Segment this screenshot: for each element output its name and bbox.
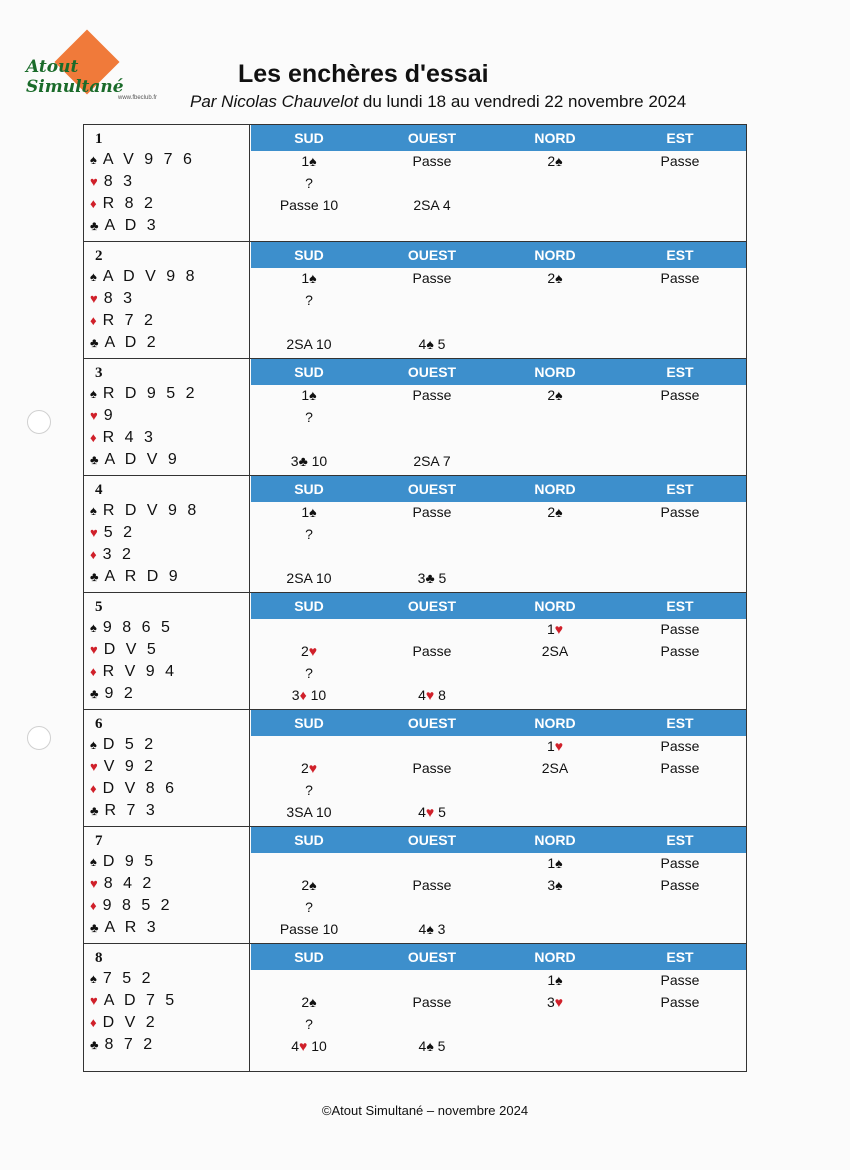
spade-icon: ♠ <box>426 1038 434 1054</box>
hand-suit-line <box>90 451 180 469</box>
bid-cell: 3♣ 5 <box>417 570 447 586</box>
binder-hole-top <box>27 410 51 434</box>
spade-icon: ♠ <box>555 153 563 169</box>
hand-cards: A V 9 7 6 <box>102 151 195 168</box>
bid-cell: Passe <box>412 387 452 403</box>
hand-cards: D V 5 <box>103 641 159 658</box>
hand-panel <box>84 359 250 475</box>
header-nord: NORD <box>534 598 576 614</box>
hand-panel <box>84 710 250 826</box>
hand-cards: 9 <box>103 407 116 424</box>
hand-cards: 9 8 5 2 <box>102 897 173 914</box>
club-icon: ♣ <box>90 218 99 233</box>
header-nord: NORD <box>534 832 576 848</box>
hand-suit-line <box>90 736 156 754</box>
heart-icon: ♥ <box>90 174 98 189</box>
bid-cell: Passe <box>660 738 700 754</box>
board-1 <box>84 125 746 242</box>
bid-cell: 1♠ <box>547 855 563 871</box>
header-est: EST <box>666 481 694 497</box>
spade-icon: ♠ <box>426 336 434 352</box>
bid-cell: 4♥ 5 <box>418 804 446 820</box>
bid-cell: Passe <box>412 153 452 169</box>
spade-icon: ♠ <box>309 504 317 520</box>
spade-icon: ♠ <box>555 387 563 403</box>
header-sud: SUD <box>294 832 324 848</box>
spade-icon: ♠ <box>90 737 97 752</box>
bid-cell: Passe <box>660 153 700 169</box>
bidding-header <box>251 125 746 151</box>
hand-cards: D V 8 6 <box>102 780 177 797</box>
hand-panel <box>84 242 250 358</box>
header-nord: NORD <box>534 481 576 497</box>
header-est: EST <box>666 832 694 848</box>
bid-cell: 2♥ <box>300 760 318 776</box>
bid-cell: Passe <box>412 504 452 520</box>
hand-panel <box>84 944 250 1071</box>
hand-panel <box>84 593 250 709</box>
logo-url: www.fbeclub.fr <box>118 95 158 101</box>
spade-icon: ♠ <box>90 386 97 401</box>
bid-cell: 1♥ <box>546 621 564 637</box>
bid-cell: 1♥ <box>546 738 564 754</box>
header-sud: SUD <box>294 364 324 380</box>
bid-cell: Passe <box>660 972 700 988</box>
diamond-icon: ♦ <box>90 898 97 913</box>
diamond-icon: ♦ <box>90 547 97 562</box>
club-icon: ♣ <box>425 570 435 586</box>
hand-suit-line <box>90 802 158 820</box>
hand-cards: A R 3 <box>104 919 159 936</box>
hand-suit-line <box>90 385 198 403</box>
spade-icon: ♠ <box>90 620 97 635</box>
header-sud: SUD <box>294 130 324 146</box>
header-ouest: OUEST <box>407 715 457 731</box>
club-icon: ♣ <box>90 452 99 467</box>
bid-cell: Passe 10 <box>279 197 339 213</box>
bid-cell: ? <box>305 782 313 798</box>
spade-icon: ♠ <box>555 270 563 286</box>
club-icon: ♣ <box>90 686 99 701</box>
bid-cell: 1♠ <box>301 387 317 403</box>
hand-suit-line <box>90 641 159 659</box>
diamond-icon: ♦ <box>90 664 97 679</box>
hand-suit-line <box>90 524 135 542</box>
hand-cards: R V 9 4 <box>102 663 177 680</box>
header-ouest: OUEST <box>407 364 457 380</box>
bid-cell: 2SA 7 <box>413 453 451 469</box>
bid-cell: ? <box>305 899 313 915</box>
hand-panel <box>84 125 250 241</box>
bid-cell: 3SA 10 <box>286 804 332 820</box>
hand-cards: A D 7 5 <box>103 992 178 1009</box>
spade-icon: ♠ <box>90 854 97 869</box>
hand-suit-line <box>90 312 156 330</box>
bid-cell: 3♦ 10 <box>291 687 327 703</box>
hand-suit-line <box>90 897 173 915</box>
heart-icon: ♥ <box>308 760 318 776</box>
hand-cards: 7 5 2 <box>102 970 154 987</box>
hand-suit-line <box>90 568 181 586</box>
bid-cell: 2♠ <box>547 153 563 169</box>
board-2 <box>84 242 746 359</box>
header-ouest: OUEST <box>407 598 457 614</box>
spade-icon: ♠ <box>309 270 317 286</box>
heart-icon: ♥ <box>90 759 98 774</box>
spade-icon: ♠ <box>555 855 563 871</box>
hand-suit-line <box>90 853 156 871</box>
bid-cell: 2SA <box>541 760 569 776</box>
club-icon: ♣ <box>90 920 99 935</box>
board-8 <box>84 944 746 1071</box>
bid-cell: Passe <box>412 994 452 1010</box>
bid-cell: 2SA 4 <box>413 197 451 213</box>
bidding-header <box>251 593 746 619</box>
subtitle-author: Par Nicolas Chauvelot <box>190 92 359 111</box>
atout-simultane-logo <box>20 35 170 110</box>
hand-cards: R 8 2 <box>102 195 156 212</box>
board-number: 5 <box>95 599 103 615</box>
bid-cell: 2SA <box>541 643 569 659</box>
board-number: 3 <box>95 365 103 381</box>
spade-icon: ♠ <box>90 503 97 518</box>
header-sud: SUD <box>294 481 324 497</box>
hand-panel <box>84 827 250 943</box>
bid-cell: 3♠ <box>547 877 563 893</box>
bidding-header <box>251 944 746 970</box>
bidding-header <box>251 476 746 502</box>
bid-cell: 2SA 10 <box>286 336 332 352</box>
bid-cell: Passe <box>660 621 700 637</box>
header-ouest: OUEST <box>407 247 457 263</box>
bid-cell: 4♥ 10 <box>291 1038 327 1054</box>
heart-icon: ♥ <box>90 408 98 423</box>
board-number: 1 <box>95 131 103 147</box>
club-icon: ♣ <box>90 803 99 818</box>
bid-cell: 2♠ <box>547 387 563 403</box>
bid-cell: ? <box>305 526 313 542</box>
hand-suit-line <box>90 195 156 213</box>
header-nord: NORD <box>534 130 576 146</box>
boards-table <box>83 124 747 1072</box>
hand-suit-line <box>90 619 173 637</box>
bid-cell: 4♠ 5 <box>418 336 446 352</box>
hand-cards: R 7 2 <box>102 312 156 329</box>
header-nord: NORD <box>534 364 576 380</box>
bid-cell: 1♠ <box>301 270 317 286</box>
hand-cards: 5 2 <box>103 524 135 541</box>
hand-cards: 9 2 <box>104 685 136 702</box>
bid-cell: 3♣ 10 <box>290 453 328 469</box>
logo-text: Atout Simultané <box>26 57 124 97</box>
spade-icon: ♠ <box>309 153 317 169</box>
board-5 <box>84 593 746 710</box>
header-ouest: OUEST <box>407 481 457 497</box>
spade-icon: ♠ <box>555 972 563 988</box>
header-nord: NORD <box>534 949 576 965</box>
hand-cards: R 7 3 <box>104 802 158 819</box>
hand-cards: D 5 2 <box>102 736 157 753</box>
heart-icon: ♥ <box>425 804 435 820</box>
binder-hole-bottom <box>27 726 51 750</box>
bid-cell: ? <box>305 175 313 191</box>
spade-icon: ♠ <box>90 971 97 986</box>
board-number: 6 <box>95 716 103 732</box>
hand-cards: 3 2 <box>102 546 134 563</box>
spade-icon: ♠ <box>309 877 317 893</box>
club-icon: ♣ <box>90 569 99 584</box>
spade-icon: ♠ <box>555 877 563 893</box>
bid-cell: 1♠ <box>547 972 563 988</box>
header-sud: SUD <box>294 598 324 614</box>
bid-cell: Passe <box>660 877 700 893</box>
hand-suit-line <box>90 407 116 425</box>
header-est: EST <box>666 130 694 146</box>
spade-icon: ♠ <box>309 994 317 1010</box>
heart-icon: ♥ <box>90 876 98 891</box>
diamond-icon: ♦ <box>90 196 97 211</box>
bid-cell: Passe <box>412 877 452 893</box>
hand-suit-line <box>90 334 159 352</box>
hand-suit-line <box>90 663 177 681</box>
bid-cell: 4♠ 5 <box>418 1038 446 1054</box>
hand-suit-line <box>90 268 198 286</box>
bid-cell: ? <box>305 665 313 681</box>
page-subtitle <box>190 92 686 112</box>
hand-cards: 8 7 2 <box>104 1036 156 1053</box>
bid-cell: Passe <box>660 855 700 871</box>
diamond-icon: ♦ <box>90 781 97 796</box>
bid-cell: ? <box>305 1016 313 1032</box>
header-ouest: OUEST <box>407 949 457 965</box>
bid-cell: ? <box>305 409 313 425</box>
heart-icon: ♥ <box>425 687 435 703</box>
heart-icon: ♥ <box>90 993 98 1008</box>
board-4 <box>84 476 746 593</box>
bid-cell: 2♠ <box>547 270 563 286</box>
spade-icon: ♠ <box>426 921 434 937</box>
hand-suit-line <box>90 970 154 988</box>
bid-cell: Passe <box>660 387 700 403</box>
heart-icon: ♥ <box>308 643 318 659</box>
header-est: EST <box>666 598 694 614</box>
hand-suit-line <box>90 546 134 564</box>
header-sud: SUD <box>294 247 324 263</box>
club-icon: ♣ <box>298 453 308 469</box>
header-sud: SUD <box>294 949 324 965</box>
bidding-header <box>251 359 746 385</box>
heart-icon: ♥ <box>90 642 98 657</box>
heart-icon: ♥ <box>554 994 564 1010</box>
hand-cards: R D 9 5 2 <box>102 385 198 402</box>
hand-suit-line <box>90 173 135 191</box>
hand-cards: A D 3 <box>104 217 159 234</box>
hand-cards: R 4 3 <box>102 429 156 446</box>
hand-suit-line <box>90 217 159 235</box>
hand-cards: A D V 9 8 <box>102 268 198 285</box>
hand-cards: A R D 9 <box>104 568 181 585</box>
hand-cards: V 9 2 <box>103 758 157 775</box>
board-7 <box>84 827 746 944</box>
hand-cards: A D V 9 <box>104 451 180 468</box>
board-6 <box>84 710 746 827</box>
header-sud: SUD <box>294 715 324 731</box>
spade-icon: ♠ <box>90 269 97 284</box>
diamond-icon: ♦ <box>299 687 307 703</box>
hand-cards: 9 8 6 5 <box>102 619 173 636</box>
bid-cell: 2♠ <box>301 994 317 1010</box>
hand-cards: R D V 9 8 <box>102 502 200 519</box>
hand-cards: A D 2 <box>104 334 159 351</box>
subtitle-dates: du lundi 18 au vendredi 22 novembre 2024 <box>358 92 687 111</box>
header-est: EST <box>666 715 694 731</box>
bidding-header <box>251 242 746 268</box>
hand-suit-line <box>90 685 136 703</box>
bid-cell: ? <box>305 292 313 308</box>
heart-icon: ♥ <box>90 291 98 306</box>
bid-cell: Passe <box>660 994 700 1010</box>
header-est: EST <box>666 949 694 965</box>
spade-icon: ♠ <box>309 387 317 403</box>
bid-cell: 2♠ <box>547 504 563 520</box>
hand-cards: 8 3 <box>103 290 135 307</box>
diamond-icon: ♦ <box>90 1015 97 1030</box>
header-nord: NORD <box>534 247 576 263</box>
bid-cell: 2♠ <box>301 877 317 893</box>
header-est: EST <box>666 364 694 380</box>
board-number: 8 <box>95 950 103 966</box>
bid-cell: Passe <box>660 270 700 286</box>
bid-cell: 1♠ <box>301 153 317 169</box>
club-icon: ♣ <box>90 1037 99 1052</box>
bid-cell: Passe <box>660 504 700 520</box>
hand-panel <box>84 476 250 592</box>
club-icon: ♣ <box>90 335 99 350</box>
footer: ©Atout Simultané – novembre 2024 <box>321 1103 529 1118</box>
hand-suit-line <box>90 429 156 447</box>
bid-cell: 4♥ 8 <box>418 687 446 703</box>
hand-suit-line <box>90 502 199 520</box>
hand-suit-line <box>90 1014 158 1032</box>
hand-suit-line <box>90 992 177 1010</box>
hand-cards: 8 4 2 <box>103 875 155 892</box>
bid-cell: 4♠ 3 <box>418 921 446 937</box>
hand-suit-line <box>90 758 156 776</box>
bid-cell: Passe <box>660 760 700 776</box>
bid-cell: Passe <box>412 643 452 659</box>
hand-cards: D V 2 <box>102 1014 158 1031</box>
bid-cell: Passe <box>412 270 452 286</box>
header-ouest: OUEST <box>407 130 457 146</box>
heart-icon: ♥ <box>90 525 98 540</box>
heart-icon: ♥ <box>554 738 564 754</box>
heart-icon: ♥ <box>554 621 564 637</box>
board-number: 4 <box>95 482 103 498</box>
bid-cell: Passe <box>660 643 700 659</box>
bid-cell: 3♥ <box>546 994 564 1010</box>
diamond-icon: ♦ <box>90 313 97 328</box>
hand-suit-line <box>90 875 154 893</box>
hand-suit-line <box>90 1036 155 1054</box>
board-3 <box>84 359 746 476</box>
hand-suit-line <box>90 919 159 937</box>
bid-cell: 2♥ <box>300 643 318 659</box>
spade-icon: ♠ <box>90 152 97 167</box>
board-number: 2 <box>95 248 103 264</box>
bid-cell: 2SA 10 <box>286 570 332 586</box>
bid-cell: Passe <box>412 760 452 776</box>
hand-suit-line <box>90 151 195 169</box>
hand-cards: 8 3 <box>103 173 135 190</box>
header-est: EST <box>666 247 694 263</box>
page-title: Les enchères d'essai <box>238 60 489 88</box>
board-number: 7 <box>95 833 103 849</box>
header-ouest: OUEST <box>407 832 457 848</box>
bid-cell: Passe 10 <box>279 921 339 937</box>
bid-cell: 1♠ <box>301 504 317 520</box>
heart-icon: ♥ <box>299 1038 308 1054</box>
bidding-header <box>251 827 746 853</box>
hand-suit-line <box>90 290 135 308</box>
header-nord: NORD <box>534 715 576 731</box>
bidding-header <box>251 710 746 736</box>
hand-cards: D 9 5 <box>102 853 157 870</box>
hand-suit-line <box>90 780 177 798</box>
spade-icon: ♠ <box>555 504 563 520</box>
diamond-icon: ♦ <box>90 430 97 445</box>
